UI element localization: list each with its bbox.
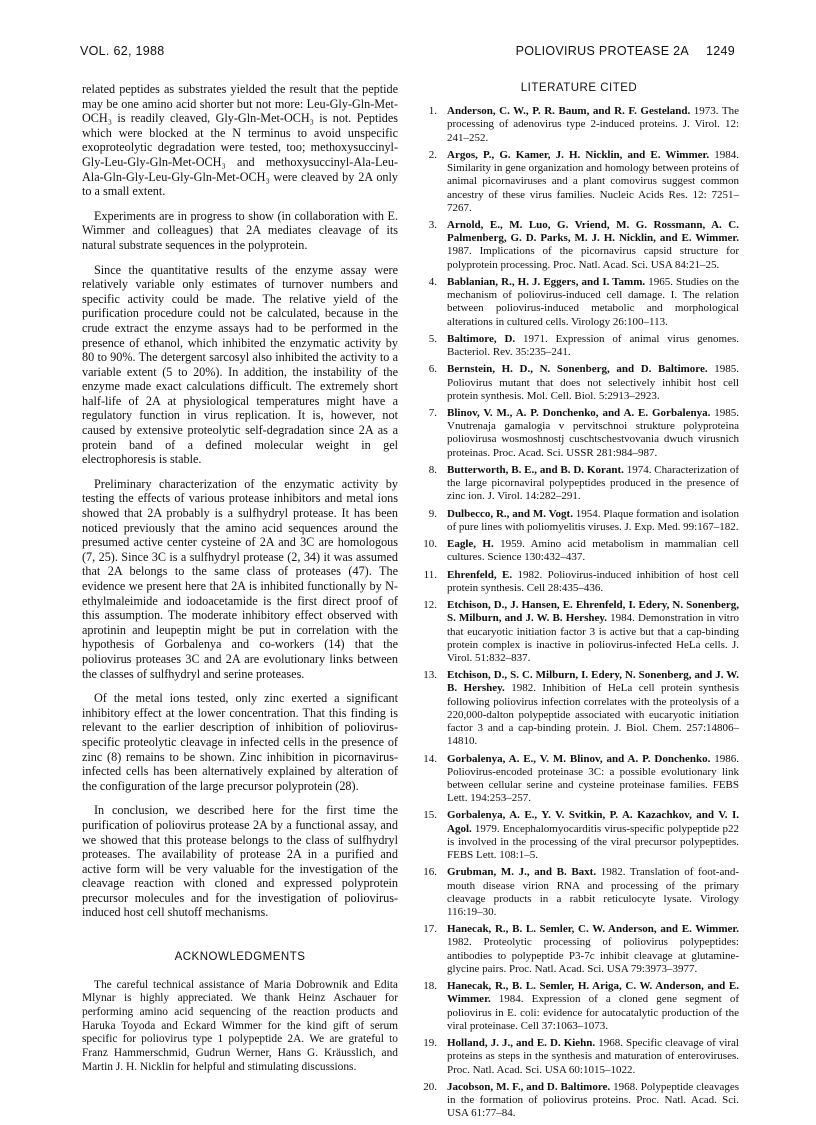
page-header — [80, 44, 735, 64]
reference-authors: Anderson, C. W., P. R. Baum, and R. F. Gesteland. — [447, 105, 691, 118]
reference-entry — [419, 569, 739, 595]
reference-list — [419, 105, 739, 1120]
reference-entry — [419, 276, 739, 329]
reference-text: 1985. Poliovirus mutant that does not selectively inhibit host cell protein synthesis. Mol. Cell. Biol. 5:2913–2923. — [447, 363, 739, 402]
acknowledgments-text: The careful technical assistance of Maria Dobrownik and Edita Mlynar is highly appreciated. We thank Heinz Aschauer for performing amino acid sequencing of the reaction products and Haruka Toyoda and Eckard Wimmer for the kind gift of serum specific for poliovirus type 1 polypeptide 2A. We are grateful to Franz Hammerschmid, Gudrun Werner, Hans G. Kräusslich, and Martin J. H. Nicklin for helpful and stimulating discussions. — [82, 978, 398, 1073]
reference-entry — [419, 809, 739, 862]
reference-number: 9. — [428, 507, 437, 520]
left-column — [82, 82, 398, 1075]
reference-text: 1984. Expression of a cloned gene segment of poliovirus in E. coli: evidence for autocatalytic production of the viral proteinase. Cell 37:1063–1073. — [447, 993, 739, 1032]
reference-text: 1984. Demonstration in vitro that eucaryotic initiation factor 3 is active but that a cap-binding protein complex is inactive in poliovirus-infected HeLa cells. J. Virol. 51:832–837. — [447, 612, 739, 664]
reference-entry — [419, 219, 739, 272]
reference-entry — [419, 149, 739, 215]
reference-entry — [419, 1081, 739, 1121]
reference-text: 1973. The processing of adenovirus type 2-induced proteins. J. Virol. 12: 241–252. — [447, 105, 740, 144]
reference-authors: Jacobson, M. F., and D. Baltimore. — [447, 1080, 611, 1093]
reference-authors: Gorbalenya, A. E., Y. V. Svitkin, P. A. Kazachkov, and V. I. Agol. — [447, 809, 739, 835]
reference-number: 8. — [428, 463, 437, 476]
reference-text: 1982. Poliovirus-induced inhibition of host cell protein synthesis. Cell 28:435–436. — [447, 568, 739, 594]
reference-text: 1974. Characterization of the large picornaviral polypeptides produced in the presence of zinc ion. J. Virol. 14:282–291. — [447, 463, 739, 503]
reference-authors: Gorbalenya, A. E., V. M. Blinov, and A. P. Donchenko. — [447, 752, 711, 765]
reference-entry — [419, 923, 739, 976]
body-paragraph: Preliminary characterization of the enzymatic activity by testing the effects of various protease inhibitors and metal ions showed that 2A probably is a sulfhydryl protease. It has been noticed previously that the amino acid sequences around the presumed active center cysteine of 2A and 3C are homologous (7, 25). Since 3C is a sulfhydryl protease (2, 34) it was assumed that 2A belongs to the same class of proteases (47). The evidence we present here that 2A is inhibited functionally by N-ethylmaleimide and iodoacetamide is the first direct proof of this assumption. The moderate inhibitory effect observed with aprotinin and leupeptin might be put in correlation with the hypothesis of Gorbalenya and co-workers (14) that the poliovirus proteases 3C and 2A are evolutionary links between the classes of sulfhydryl and serine proteases. — [82, 476, 398, 681]
reference-number: 14. — [423, 752, 437, 765]
reference-number: 2. — [428, 148, 437, 161]
reference-entry — [419, 105, 739, 145]
reference-number: 19. — [423, 1037, 437, 1050]
reference-authors: Bablanian, R., H. J. Eggers, and I. Tamm. — [447, 275, 646, 288]
reference-number: 11. — [423, 568, 437, 581]
acknowledgments-heading: ACKNOWLEDGMENTS — [174, 951, 306, 964]
reference-authors: Ehrenfeld, E. — [447, 568, 513, 581]
reference-authors: Grubman, M. J., and B. Baxt. — [447, 866, 597, 879]
reference-text: 1954. Plaque formation and isolation of pure lines with poliomyelitis viruses. J. Exp. Med. 99:167–182. — [447, 507, 740, 533]
reference-entry — [419, 407, 739, 460]
page-number: 1249 — [705, 44, 735, 58]
reference-text: 1982. Translation of foot-and-mouth disease virion RNA and processing of the primary cleavage products in a rabbit reticulocyte lysate. Virology 116:19–30. — [447, 866, 739, 918]
reference-entry — [419, 363, 739, 403]
body-paragraph: Of the metal ions tested, only zinc exerted a significant inhibitory effect at the lower concentration. That this finding is relevant to the earlier description of inhibition of poliovirus-specific proteolytic cleavage in infected cells in the presence of zinc (8) remains to be shown. Zinc inhibition in picornavirus-infected cells has been alternatively explained by alteration of the configuration of the large precursor polyprotein (28). — [82, 691, 398, 793]
reference-text: 1979. Encephalomyocarditis virus-specific polypeptide p22 is involved in the processing of the viral precursor polypeptides. FEBS Lett. 108:1–5. — [447, 822, 739, 862]
reference-number: 10. — [423, 538, 437, 551]
reference-text: 1985. Vnutrenaja gamalogia v pervitschnoi strukture polyproteina poliovirusa wosmoshnostj cuschtschestvovania dwuch virusnich proteinas. Proc. Acad. Sci. USSR 281:984–987. — [447, 407, 740, 459]
reference-entry — [419, 538, 739, 564]
reference-authors: Eagle, H. — [447, 538, 494, 551]
reference-entry — [419, 333, 739, 359]
reference-authors: Argos, P., G. Kamer, J. H. Nicklin, and E. Wimmer. — [447, 148, 710, 161]
running-title: POLIOVIRUS PROTEASE 2A — [515, 44, 689, 58]
reference-text: 1959. Amino acid metabolism in mammalian cell cultures. Science 130:432–437. — [447, 538, 739, 564]
reference-number: 13. — [423, 669, 437, 682]
right-column — [419, 82, 739, 1125]
reference-authors: Butterworth, B. E., and B. D. Korant. — [447, 463, 624, 476]
reference-number: 16. — [423, 866, 437, 879]
body-paragraph: Since the quantitative results of the enzyme assay were relatively variable only estimates of turnover numbers and specific activity could be made. The relative yield of the purification procedure could not be calculated, because in the crude extract the enzyme assays had to be performed in the presence of ethanol, which inhibited the enzymatic activity by 80 to 90%. The detergent sarcosyl also inhibited the activity to a variable extent (5 to 20%). In addition, the instability of the enzyme made exact calculations difficult. The extremely short half-life of 2A at physiological temperatures might have a regulatory function in virus replication. It is, however, not caused by extensive proteolytic self-degradation since 2A as a protein band of a defined molecular weight in gel electrophoresis is stable. — [82, 262, 398, 467]
reference-number: 15. — [423, 809, 437, 822]
reference-authors: Hanecak, R., B. L. Semler, C. W. Anderson, and E. Wimmer. — [447, 923, 739, 936]
journal-volume: VOL. 62, 1988 — [80, 44, 165, 58]
reference-authors: Bernstein, H. D., N. Sonenberg, and D. Baltimore. — [447, 363, 708, 376]
reference-authors: Etchison, D., S. C. Milburn, I. Edery, N. Sonenberg, and J. W. B. Hershey. — [447, 669, 739, 695]
reference-authors: Arnold, E., M. Luo, G. Vriend, M. G. Rossmann, A. C. Palmenberg, G. D. Parks, M. J. H. Nicklin, and E. Wimmer. — [447, 219, 739, 245]
reference-number: 17. — [423, 923, 437, 936]
reference-entry — [419, 1037, 739, 1077]
reference-entry — [419, 669, 739, 748]
reference-authors: Baltimore, D. — [447, 332, 516, 345]
reference-text: 1971. Expression of animal virus genomes. Bacteriol. Rev. 35:235–241. — [447, 332, 739, 359]
reference-entry — [419, 866, 739, 919]
reference-authors: Blinov, V. M., A. P. Donchenko, and A. E. Gorbalenya. — [447, 407, 711, 420]
reference-text: 1987. Implications of the picornavirus capsid structure for polyprotein processing. Proc. Natl. Acad. Sci. USA 84:21–25. — [447, 245, 739, 271]
reference-text: 1968. Specific cleavage of viral proteins as steps in the synthesis and maturation of enteroviruses. Proc. Natl. Acad. Sci. USA 60:1015–1022. — [447, 1037, 739, 1076]
body-paragraph: related peptides as substrates yielded the result that the peptide may be one amino acid shorter but not more: Leu-Gly-Gln-Met-OCH₃ is readily cleaved, Gly-Gln-Met-OCH₃ is not. Peptides which were blocked at the N terminus to avoid unspecific exoproteolytic degradation were tested, too; methoxysuccinyl-Gly-Leu-Gly-Gln-Met-OCH₃ and methoxysuccinyl-Ala-Leu-Ala-Gln-Gly-Leu-Gly-Gln-Met-OCH₃ were cleaved by 2A only to a small extent. — [82, 82, 398, 199]
reference-text: 1986. Poliovirus-encoded proteinase 3C: a possible evolutionary link between cellular serine and cysteine proteinase families. FEBS Lett. 194:253–257. — [447, 752, 740, 805]
reference-text: 1968. Polypeptide cleavages in the formation of poliovirus proteins. Proc. Natl. Acad. Sci. USA 61:77–84. — [447, 1080, 739, 1120]
reference-number: 12. — [423, 599, 437, 612]
reference-authors: Hanecak, R., B. L. Semler, H. Ariga, C. W. Anderson, and E. Wimmer. — [447, 980, 739, 1006]
reference-authors: Etchison, D., J. Hansen, E. Ehrenfeld, I. Edery, N. Sonenberg, S. Milburn, and J. W. B. Hershey. — [447, 599, 739, 625]
reference-text: 1965. Studies on the mechanism of poliovirus-induced cell damage. I. The relation between poliovirus-induced metabolic and morphological alterations in cultured cells. Virology 26:100–113. — [447, 275, 739, 328]
reference-number: 7. — [428, 407, 437, 420]
literature-cited-heading: LITERATURE CITED — [520, 82, 638, 94]
body-paragraph: Experiments are in progress to show (in collaboration with E. Wimmer and colleagues) that 2A mediates cleavage of its natural substrate sequences in the polyprotein. — [82, 208, 398, 252]
reference-entry — [419, 464, 739, 504]
reference-authors: Holland, J. J., and E. D. Kiehn. — [447, 1037, 596, 1050]
reference-number: 20. — [423, 1080, 437, 1093]
reference-text: 1982. Proteolytic processing of poliovirus polypeptides: antibodies to polypeptide P3-7c inhibit cleavage at glutamine-glycine pairs. Proc. Natl. Acad. Sci. USA 79:3973–3977. — [447, 936, 739, 975]
reference-text: 1984. Similarity in gene organization and homology between proteins of animal picornaviruses and a plant comovirus suggest common ancestry of these virus families. Nucleic Acids Res. 12: 7251–7267. — [447, 148, 740, 214]
reference-number: 18. — [423, 980, 437, 993]
reference-number: 3. — [428, 219, 437, 232]
reference-entry — [419, 599, 739, 665]
reference-entry — [419, 753, 739, 806]
reference-number: 4. — [428, 275, 437, 288]
reference-number: 1. — [428, 105, 437, 118]
body-paragraph: In conclusion, we described here for the first time the purification of poliovirus protease 2A by a functional assay, and we showed that this protease belongs to the class of sulfhydryl proteases. The availability of protease 2A in a purified and active form will be very valuable for the investigation of the cleavage reaction with cloned and expressed polyprotein precursor molecules and for the investigation of poliovirus-induced host cell shutoff mechanisms. — [82, 803, 398, 920]
reference-entry — [419, 508, 739, 534]
reference-number: 5. — [428, 332, 437, 345]
reference-authors: Dulbecco, R., and M. Vogt. — [447, 507, 573, 520]
reference-number: 6. — [428, 363, 437, 376]
reference-entry — [419, 980, 739, 1033]
reference-text: 1982. Inhibition of HeLa cell protein synthesis following poliovirus infection correlates with the proteolysis of a 220,000-dalton polypeptide associated with eucaryotic initiation factor 3 and a cap-binding protein. J. Biol. Chem. 257:14806–14810. — [447, 682, 739, 748]
